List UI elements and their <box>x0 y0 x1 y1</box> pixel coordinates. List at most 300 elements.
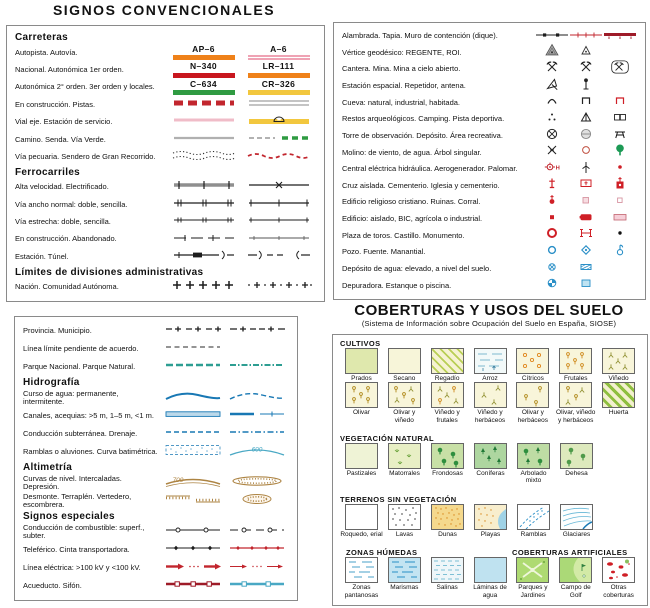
railConstr-icon <box>171 231 237 249</box>
matorrales-swatch <box>388 443 421 469</box>
road-shield <box>169 62 239 77</box>
legend-label: Nacional. Autonómica 1er orden. <box>15 64 124 74</box>
symbol-cell <box>161 389 225 407</box>
legend-symbols <box>166 45 316 60</box>
symbol-cell <box>161 559 225 577</box>
conducSub-icon <box>164 425 222 443</box>
depresion-icon <box>228 474 286 492</box>
road-shield-label: A–6 <box>270 44 287 55</box>
symbol-cell <box>241 213 316 231</box>
landcover-tile <box>511 557 554 599</box>
legend-symbols <box>161 425 289 443</box>
legend-symbols <box>166 96 316 114</box>
legend-row <box>342 95 637 112</box>
section-header: Altimetría <box>23 462 73 473</box>
roadPista-icon <box>246 96 312 114</box>
parqueNac-icon <box>164 358 222 376</box>
legend-label: Ramblas o aluviones. Curva batimétrica. <box>23 446 158 456</box>
panel-coberturas-suelo <box>332 334 648 606</box>
tile-label: Playas <box>480 530 501 538</box>
landcover-tile <box>426 443 469 485</box>
cinta-icon <box>228 541 286 559</box>
legend-symbols <box>161 492 289 510</box>
symbol-cell <box>241 62 316 77</box>
landcover-tile <box>426 382 469 424</box>
section-header: Signos especiales <box>23 511 115 522</box>
symbol-cell <box>225 541 289 559</box>
legend-row <box>15 44 316 61</box>
vinedoHerb-swatch <box>474 382 507 408</box>
section-header: Hidrografía <box>23 377 80 388</box>
landcover-section-header: VEGETACIÓN NATURAL <box>340 434 435 444</box>
legend-row <box>23 322 289 340</box>
citricos-swatch <box>516 348 549 374</box>
landcover-tile <box>512 443 555 485</box>
landcover-tile <box>555 504 598 538</box>
tile-label: Salinas <box>436 584 458 592</box>
zonasPant-swatch <box>345 557 378 583</box>
tile-label: Dunas <box>438 530 457 538</box>
ramblas-swatch <box>517 504 550 530</box>
combSup-icon <box>164 523 222 541</box>
road-shield-label: AP–6 <box>192 44 215 55</box>
symbol-cell <box>225 322 289 340</box>
panel-carreteras <box>6 25 325 302</box>
tile-label: Regadío <box>434 375 460 382</box>
tile-label: Cítricos <box>521 375 544 382</box>
road-shield <box>244 45 314 60</box>
legend-row <box>342 111 637 128</box>
landcover-tile <box>426 504 469 538</box>
symbol-cell <box>166 62 241 77</box>
lavas-swatch <box>388 504 421 530</box>
landcover-tile <box>554 557 597 599</box>
symbol-cell <box>225 425 289 443</box>
legend-label: Curso de agua: permanente, intermitente. <box>23 388 119 406</box>
landcover-section-header: CULTIVOS <box>340 339 381 348</box>
symbol-cell <box>569 276 603 295</box>
landcover-tile <box>340 382 383 424</box>
vinedo-swatch <box>602 348 635 374</box>
legend-row <box>23 559 289 577</box>
landcover-tile <box>426 348 469 382</box>
legend-row <box>342 228 637 245</box>
limMun-icon <box>228 322 286 340</box>
tile-label: Secano <box>393 375 416 382</box>
olivar-swatch <box>345 382 378 408</box>
symbol-cell <box>161 541 225 559</box>
legend-row <box>15 96 316 113</box>
legend-row <box>15 148 316 165</box>
legend-row <box>342 178 637 195</box>
landcover-tile <box>554 348 597 382</box>
legend-symbols <box>166 113 316 131</box>
tile-label: Coníferas <box>476 470 505 478</box>
roquedo-swatch <box>345 504 378 530</box>
none2-icon <box>228 340 286 358</box>
road-shield-label: C–634 <box>189 78 218 89</box>
tile-label: Campo de Golf <box>560 584 591 599</box>
curvasNivel-icon <box>164 474 222 492</box>
road-shield-label: N–340 <box>189 61 218 72</box>
road-shield-bar <box>248 90 310 95</box>
tile-label: Frutales <box>563 375 588 382</box>
legend-label: Vértice geodésico: REGENTE, ROI. <box>342 47 462 57</box>
panel-limites-hidrografia <box>14 316 298 601</box>
ramblas-icon <box>164 443 222 461</box>
symbol-cell <box>225 358 289 376</box>
road-shield-bar <box>173 55 235 60</box>
railAV-icon <box>171 178 237 196</box>
legend-label: Vía pecuaria. Sendero de Gran Recorrido. <box>15 151 156 161</box>
landcover-tile <box>597 382 640 424</box>
road-shield <box>169 80 239 95</box>
legend-label: Edificio: aislado, BIC, agrícola o industrial. <box>342 214 483 224</box>
limNacion-icon <box>171 278 237 296</box>
symbol-cell <box>161 358 225 376</box>
symbol-cell <box>241 178 316 196</box>
olivarVinedo-swatch <box>388 382 421 408</box>
legend-label: Alta velocidad. Electrificado. <box>15 182 109 192</box>
frondosas-swatch <box>431 443 464 469</box>
legend-label: En construcción. Pistas. <box>15 99 96 109</box>
railEstSencilla-icon <box>246 213 312 231</box>
legend-row <box>342 78 637 95</box>
landcover-pair-headers <box>340 548 640 557</box>
symbol-cell <box>166 278 241 296</box>
svg-text:H: H <box>555 165 560 172</box>
legend-symbols <box>161 474 289 492</box>
legend-row <box>342 194 637 211</box>
svg-text:700: 700 <box>172 477 184 484</box>
legend-symbols <box>161 322 289 340</box>
dehesa-swatch <box>560 443 593 469</box>
landcover-tile <box>383 443 426 485</box>
legend-row <box>15 196 316 213</box>
landcover-tile <box>383 504 426 538</box>
legend-label: Cruz aislada. Cementerio. Iglesia y cementerio. <box>342 180 500 190</box>
road-shield-label: LR–111 <box>262 61 295 72</box>
landcover-tile <box>469 504 512 538</box>
legend-row <box>23 425 289 443</box>
symbol-cell <box>166 148 241 166</box>
landcover-section <box>340 495 640 538</box>
legend-label: Vial eje. Estación de servicio. <box>15 117 113 127</box>
laminas-swatch <box>474 557 507 583</box>
playas-swatch <box>474 504 507 530</box>
symbol-cell <box>241 231 316 249</box>
landcover-tile-row <box>340 443 640 485</box>
tile-label: Arbolado mixto <box>520 470 547 485</box>
landcover-tile <box>340 504 383 538</box>
road-shield <box>244 80 314 95</box>
secano-swatch <box>388 348 421 374</box>
tile-label: Lavas <box>395 530 414 538</box>
panel-simbolos-puntuales <box>333 22 646 300</box>
legend-label: Provincia. Municipio. <box>23 325 92 335</box>
legend-row <box>23 474 289 492</box>
parqueNat-icon <box>228 358 286 376</box>
golf-swatch <box>559 557 592 583</box>
legend-row <box>342 28 637 45</box>
legend-symbols <box>166 131 316 149</box>
dunas-swatch <box>431 504 464 530</box>
road-shield-bar <box>248 73 310 78</box>
legend-label: Vía ancho normal: doble, sencilla. <box>15 199 128 209</box>
landcover-tile <box>340 348 383 382</box>
landcover-tile <box>469 557 512 599</box>
tile-label: Pastizales <box>346 470 377 478</box>
symbol-cell <box>161 340 225 358</box>
legend-symbols <box>161 407 289 425</box>
tile-label: Otras coberturas <box>603 584 634 599</box>
legend-label: Teleférico. Cinta transportadora. <box>23 544 130 554</box>
tile-label: Parques y Jardines <box>518 584 548 599</box>
legend-symbols <box>166 62 316 77</box>
landcover-tile <box>340 557 383 599</box>
legend-label: Edificio religioso cristiano. Ruinas. Corral. <box>342 197 481 207</box>
none-icon <box>613 276 627 295</box>
batimetrica-icon <box>228 443 286 461</box>
legend-row <box>15 79 316 96</box>
railSencilla-icon <box>246 196 312 214</box>
legend-label: Línea eléctrica: >100 kV y <100 kV. <box>23 562 141 572</box>
legend-row <box>342 161 637 178</box>
symbol-cell <box>166 113 241 131</box>
estanque-icon <box>579 276 593 295</box>
legend-symbols <box>535 276 637 295</box>
tile-label: Roquedo, erial <box>340 530 383 538</box>
legend-label: Molino: de viento, de agua. Árbol singular. <box>342 147 482 157</box>
tile-label: Huerta <box>608 409 629 417</box>
tile-label: Viñedo y frutales <box>434 409 460 424</box>
olivarVinHerb-swatch <box>559 382 592 408</box>
road-shield-bar <box>248 55 310 60</box>
legend-label: Desmonte. Terraplén. Vertedero, escombrera. <box>23 491 132 509</box>
tile-label: Glaciares <box>562 530 591 538</box>
legend-row <box>23 389 289 407</box>
landcover-section-header: TERRENOS SIN VEGETACIÓN <box>340 494 457 504</box>
tile-label: Marismas <box>390 584 419 592</box>
symbol-cell <box>161 523 225 541</box>
legend-label: Nación. Comunidad Autónoma. <box>15 282 119 292</box>
roadVialEje-icon <box>171 113 237 131</box>
legend-row <box>15 248 316 265</box>
legend-row <box>15 214 316 231</box>
cursoPerm-icon <box>164 389 222 407</box>
landcover-tile <box>469 348 512 382</box>
vertedero-icon <box>228 492 286 510</box>
legend-symbols <box>166 196 316 214</box>
legend-label: Conducción subterránea. Drenaje. <box>23 428 138 438</box>
svg-text:600: 600 <box>251 446 263 454</box>
legend-row <box>15 231 316 248</box>
camino-icon <box>171 131 237 149</box>
symbol-cell <box>166 231 241 249</box>
legend-symbols <box>161 443 289 461</box>
marismas-swatch <box>388 557 421 583</box>
legend-symbols <box>161 541 289 559</box>
legend-label: Torre de observación. Depósito. Área recreativa. <box>342 130 503 140</box>
landcover-tile <box>554 382 597 424</box>
landcover-tile <box>469 443 512 485</box>
grTrail-icon <box>246 148 312 166</box>
legend-row <box>342 277 637 294</box>
section-header: Carreteras <box>15 32 69 43</box>
railAband-icon <box>246 231 312 249</box>
legend-row <box>15 131 316 148</box>
symbol-cell <box>166 248 241 266</box>
legend-row <box>15 61 316 78</box>
symbol-cell <box>225 492 289 510</box>
railDoble-icon <box>171 196 237 214</box>
symbol-cell <box>225 523 289 541</box>
legend-label: Acueducto. Sifón. <box>23 580 82 590</box>
legend-row <box>342 211 637 228</box>
legend-label: Autopista. Autovía. <box>15 47 78 57</box>
section-header: Ferrocarriles <box>15 166 81 178</box>
railElec-icon <box>246 178 312 196</box>
tile-label: Viñedo y herbáceos <box>474 409 506 424</box>
pastizales-swatch <box>345 443 378 469</box>
arroz-swatch <box>474 348 507 374</box>
legend-label: Línea límite pendiente de acuerdo. <box>23 343 139 353</box>
symbol-cell <box>166 213 241 231</box>
roadServicio-icon <box>246 113 312 131</box>
symbol-cell <box>166 196 241 214</box>
elecBaja-icon <box>228 559 286 577</box>
legend-row <box>23 358 289 376</box>
limProv-icon <box>164 322 222 340</box>
landcover-tile <box>555 443 598 485</box>
tunel-icon <box>246 248 312 266</box>
symbol-cell <box>241 45 316 60</box>
depuradora-icon <box>545 276 559 295</box>
tile-label: Olivar <box>352 409 370 417</box>
sendaVerde-icon <box>246 131 312 149</box>
prados-swatch <box>345 348 378 374</box>
landcover-tile <box>597 348 640 382</box>
symbol-cell <box>225 389 289 407</box>
legend-label: En construcción. Abandonado. <box>15 234 117 244</box>
legend-symbols <box>166 278 316 296</box>
landcover-tile-row <box>340 504 640 538</box>
tile-label: Prados <box>351 375 372 382</box>
legend-symbols <box>166 178 316 196</box>
coberturas-subtitle: (Sistema de Información sobre Ocupación del Suelo en España, SIOSE) <box>361 318 617 328</box>
tile-label: Dehesa <box>565 470 588 478</box>
legend-symbols <box>161 577 289 595</box>
symbol-cell <box>166 80 241 95</box>
symbol-cell <box>161 443 225 461</box>
viaPecuaria-icon <box>171 148 237 166</box>
legend-row <box>15 279 316 296</box>
legend-row <box>23 492 289 510</box>
acueducto-icon <box>164 577 222 595</box>
symbol-cell <box>166 178 241 196</box>
symbol-cell <box>161 577 225 595</box>
legend-symbols <box>161 559 289 577</box>
symbol-cell <box>241 148 316 166</box>
symbol-cell <box>241 80 316 95</box>
coberturas-title-block <box>330 303 648 328</box>
landcover-section-header: ZONAS HÚMEDAS <box>346 548 418 558</box>
legend-row <box>342 45 637 62</box>
legend-row <box>342 244 637 261</box>
tile-label: Olivar y viñedo <box>393 409 416 424</box>
legend-symbols <box>161 340 289 358</box>
landcover-tile-row <box>340 348 640 382</box>
tile-label: Ramblas <box>520 530 547 538</box>
cursoInt-icon <box>228 389 286 407</box>
sifon-icon <box>228 577 286 595</box>
road-shield-bar <box>173 90 235 95</box>
legend-label: Alambrada. Tapia. Muro de contención (dique). <box>342 31 498 41</box>
symbol-cell <box>225 340 289 358</box>
legend-label: Plaza de toros. Castillo. Monumento. <box>342 230 465 240</box>
legend-symbols <box>161 523 289 541</box>
huerta-swatch <box>602 382 635 408</box>
symbol-cell <box>241 96 316 114</box>
legend-label: Pozo. Fuente. Manantial. <box>342 247 426 257</box>
legend-row <box>23 407 289 425</box>
legend-label: Restos arqueológicos. Camping. Pista deportiva. <box>342 114 505 124</box>
landcover-tile <box>511 382 554 424</box>
limPend-icon <box>164 340 222 358</box>
coberturas-title: COBERTURAS Y USOS DEL SUELO <box>354 302 624 319</box>
legend-symbols <box>166 80 316 95</box>
landcover-section <box>340 434 640 485</box>
page-title: SIGNOS CONVENCIONALES <box>52 2 276 18</box>
symbol-cell <box>161 474 225 492</box>
landcover-tile <box>426 557 469 599</box>
section-header: Límites de divisiones administrativas <box>15 266 204 278</box>
symbol-cell <box>225 443 289 461</box>
landcover-tile <box>340 443 383 485</box>
legend-symbols <box>166 213 316 231</box>
railEstDoble-icon <box>171 213 237 231</box>
legend-label: Camino. Senda. Vía Verde. <box>15 134 106 144</box>
legend-row <box>342 261 637 278</box>
symbol-cell <box>225 559 289 577</box>
roadDashRed-icon <box>171 96 237 114</box>
legend-label: Cantera. Mina. Mina a cielo abierto. <box>342 64 461 74</box>
symbol-cell <box>225 474 289 492</box>
coniferas-swatch <box>474 443 507 469</box>
otras-swatch <box>602 557 635 583</box>
symbol-cell <box>166 45 241 60</box>
landcover-section <box>340 339 640 424</box>
tile-label: Láminas de agua <box>473 584 507 599</box>
road-shield <box>169 45 239 60</box>
landcover-section-header: COBERTURAS ARTIFICIALES <box>512 548 628 558</box>
landcover-tile <box>383 348 426 382</box>
symbol-cell <box>166 96 241 114</box>
landcover-tile <box>383 557 426 599</box>
legend-symbols <box>161 389 289 407</box>
legend-row <box>23 340 289 358</box>
legend-row <box>342 61 637 78</box>
landcover-tile <box>469 382 512 424</box>
olivarHerb-swatch <box>516 382 549 408</box>
frutales-swatch <box>559 348 592 374</box>
legend-row <box>23 541 289 559</box>
symbol-cell <box>161 492 225 510</box>
tile-label: Viñedo <box>608 375 629 382</box>
arbolado-swatch <box>517 443 550 469</box>
regadio-swatch <box>431 348 464 374</box>
symbol-cell <box>241 196 316 214</box>
